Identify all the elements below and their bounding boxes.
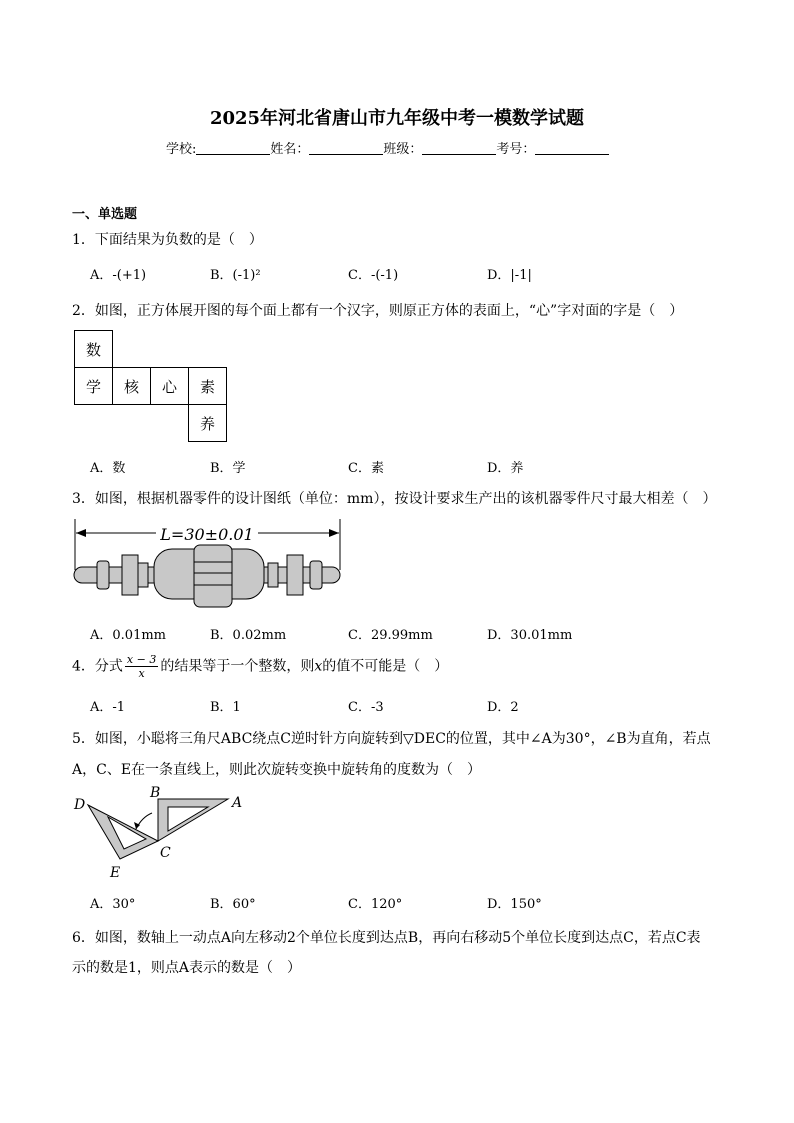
- point-b-label: B: [150, 785, 161, 801]
- question-5-stem-line1: 5．如图，小聪将三角尺ABC绕点C逆时针方向旋转到▽DEC的位置，其中∠A为30°，∠B为直角，若点: [72, 731, 711, 747]
- q4-fraction-numerator: x − 3: [126, 653, 157, 666]
- net-cell-4: 素: [189, 368, 227, 405]
- q2-option-b: B．学: [210, 461, 246, 476]
- machine-part-figure: [72, 515, 347, 613]
- name-label: 姓名：: [270, 142, 310, 157]
- q4-stem-pre: 4．分式: [72, 658, 123, 675]
- question-5-stem-line2: A，C、E在一条直线上，则此次旋转变换中旋转角的度数为（ ）: [72, 762, 482, 778]
- q1-option-c: C．-(-1): [348, 268, 399, 283]
- point-c-label: C: [160, 845, 171, 861]
- school-blank[interactable]: [196, 142, 270, 155]
- net-cell-3: 心: [151, 368, 189, 405]
- question-4-stem: [72, 653, 448, 680]
- name-blank[interactable]: [309, 142, 383, 155]
- q3-option-a: A．0.01mm: [90, 628, 166, 643]
- number-label: 考号：: [496, 142, 536, 157]
- question-1-stem: 1．下面结果为负数的是（ ）: [72, 232, 263, 248]
- q5-option-a: A．30°: [90, 897, 136, 912]
- point-a-label: A: [232, 795, 243, 811]
- class-label: 班级：: [383, 142, 423, 157]
- q2-option-d: D．养: [487, 461, 524, 476]
- q4-option-a: A．-1: [90, 700, 126, 715]
- net-cell-top: 数: [75, 331, 113, 368]
- question-3-stem: 3．如图，根据机器零件的设计图纸（单位：mm），按设计要求生产出的该机器零件尺寸最大相差（ ）: [72, 491, 717, 507]
- q3-option-c: C．29.99mm: [348, 628, 433, 643]
- q1-option-b: B．(-1)²: [210, 268, 261, 283]
- net-cell-2: 核: [113, 368, 151, 405]
- q3-option-d: D．30.01mm: [487, 628, 573, 643]
- section-heading: 一、单选题: [72, 207, 138, 222]
- number-blank[interactable]: [535, 142, 609, 155]
- q2-option-a: A．数: [90, 461, 126, 476]
- q4-fraction-denominator: x: [138, 667, 145, 680]
- point-d-label: D: [74, 797, 86, 813]
- page-title: 2025年河北省唐山市九年级中考一模数学试题: [209, 108, 585, 129]
- school-label: 学校:: [166, 142, 197, 157]
- q4-stem-post: 的结果等于一个整数，则: [160, 658, 315, 675]
- q4-option-d: D．2: [487, 700, 519, 715]
- point-e-label: E: [110, 865, 121, 881]
- cube-net-figure: [74, 330, 227, 442]
- q5-option-d: D．150°: [487, 897, 542, 912]
- net-cell-1: 学: [75, 368, 113, 405]
- net-cell-bottom: 养: [189, 405, 227, 442]
- q5-option-c: C．120°: [348, 897, 403, 912]
- q2-option-c: C．素: [348, 461, 384, 476]
- q4-option-b: B．1: [210, 700, 241, 715]
- q3-option-b: B．0.02mm: [210, 628, 287, 643]
- q5-option-b: B．60°: [210, 897, 256, 912]
- dimension-label: L=30±0.01: [160, 525, 254, 544]
- question-6-stem-line1: 6．如图，数轴上一动点A向左移动2个单位长度到达点B，再向右移动5个单位长度到达点C，若点C表: [72, 930, 701, 946]
- q4-variable: x: [314, 658, 323, 675]
- class-blank[interactable]: [422, 142, 496, 155]
- q1-option-d: D．|-1|: [487, 268, 532, 283]
- student-info-line: [166, 138, 609, 157]
- question-2-stem: 2．如图，正方体展开图的每个面上都有一个汉字，则原正方体的表面上，“心”字对面的字是（ ）: [72, 303, 684, 319]
- question-6-stem-line2: 示的数是1，则点A表示的数是（ ）: [72, 960, 302, 976]
- q4-fraction: [125, 653, 158, 680]
- q4-option-c: C．-3: [348, 700, 384, 715]
- q4-stem-end: 的值不可能是（ ）: [322, 658, 449, 675]
- triangle-rotation-figure: [70, 785, 250, 885]
- q1-option-a: A．-(+1): [90, 268, 147, 283]
